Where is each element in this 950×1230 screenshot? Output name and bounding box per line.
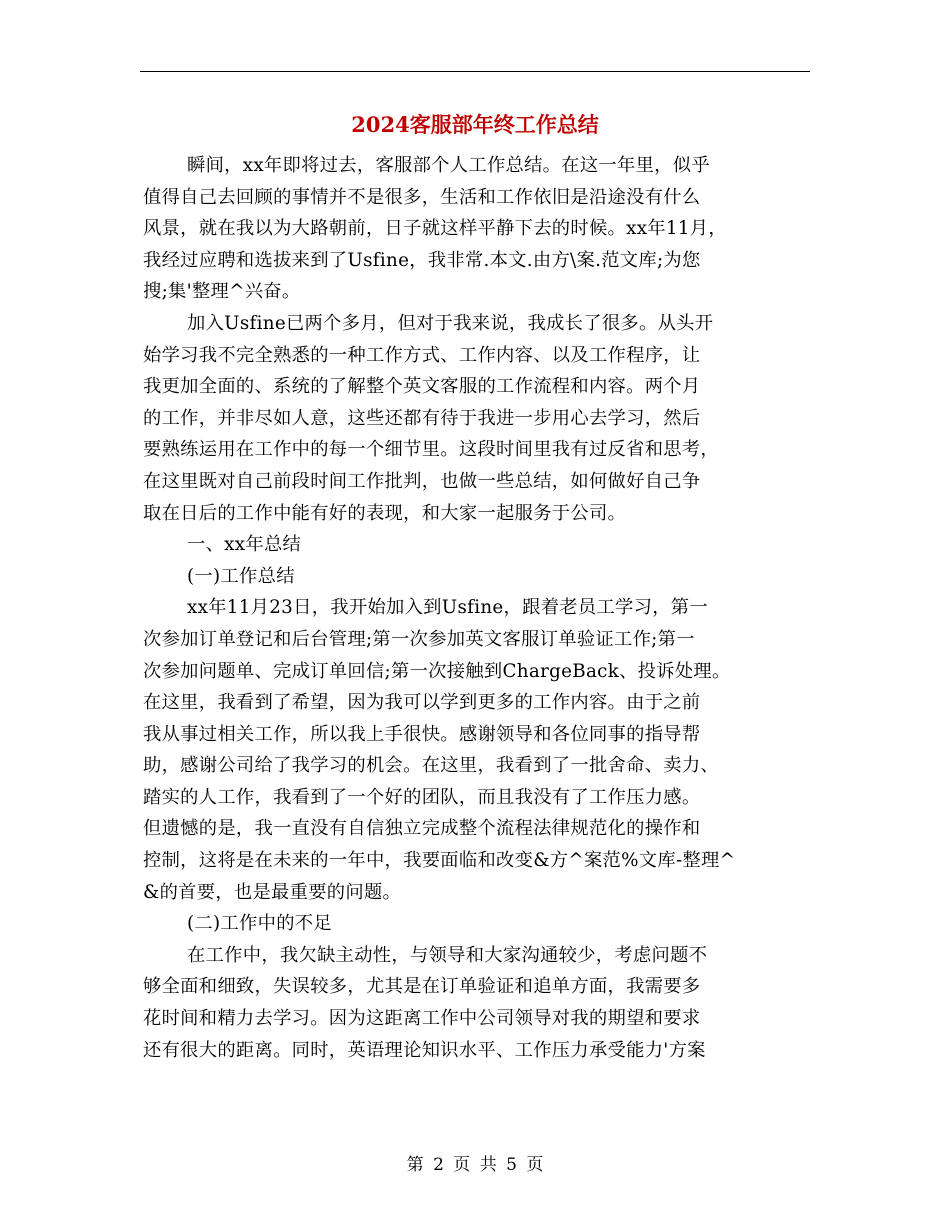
section-heading: 一、xx年总结 [187,534,302,556]
paragraph-line: 在这里，我看到了希望，因为我可以学到更多的工作内容。由于之前 [143,692,701,714]
paragraph-line: 在这里既对自己前段时间工作批判，也做一些总结，如何做好自己争 [143,470,701,492]
paragraph-line: 助，感谢公司给了我学习的机会。在这里，我看到了一批舍命、卖力、 [143,755,720,777]
paragraph-line: 花时间和精力去学习。因为这距离工作中公司领导对我的期望和要求 [143,1008,701,1030]
paragraph-line: 够全面和细致，失误较多，尤其是在订单验证和追单方面，我需要多 [143,976,701,998]
document-title: 2024客服部年终工作总结 [351,112,599,137]
page-number: 第 2 页 共 5 页 [406,1155,544,1175]
paragraph-line: 还有很大的距离。同时，英语理论知识水平、工作压力承受能力'方案 [143,1039,706,1061]
paragraph-line: 的工作，并非尽如人意，这些还都有待于我进一步用心去学习，然后 [143,407,701,429]
subsection-heading: (一)工作总结 [187,565,295,587]
paragraph-line: 在工作中，我欠缺主动性，与领导和大家沟通较少，考虑问题不 [187,944,708,966]
paragraph-line: 次参加问题单、完成订单回信;第一次接触到ChargeBack、投诉处理。 [143,660,731,682]
document-body [143,150,813,1066]
paragraph-line: 踏实的人工作，我看到了一个好的团队，而且我没有了工作压力感。 [143,786,701,808]
paragraph-line: 值得自己去回顾的事情并不是很多，生活和工作依旧是沿途没有什么 [143,186,701,208]
paragraph-line: 但遗憾的是，我一直没有自信独立完成整个流程法律规范化的操作和 [143,818,701,840]
paragraph-line: 我从事过相关工作，所以我上手很快。感谢领导和各位同事的指导帮 [143,723,701,745]
paragraph-line: &的首要，也是最重要的问题。 [143,881,402,903]
paragraph-line: 要熟练运用在工作中的每一个细节里。这段时间里我有过反省和思考， [143,439,720,461]
paragraph-line: 次参加订单登记和后台管理;第一次参加英文客服订单验证工作;第一 [143,628,695,650]
paragraph-line: 我更加全面的、系统的了解整个英文客服的工作流程和内容。两个月 [143,376,701,398]
paragraph-line: 取在日后的工作中能有好的表现，和大家一起服务于公司。 [143,502,627,524]
paragraph-line: 瞬间，xx年即将过去，客服部个人工作总结。在这一年里，似乎 [187,155,710,176]
paragraph-line: 搜;集'整理^兴奋。 [143,281,301,303]
paragraph-line: 我经过应聘和选拔来到了Usfine，我非常.本文.由方\案.范文库;为您 [143,249,701,271]
paragraph-line: 控制，这将是在未来的一年中，我要面临和改变&方^案范%文库-整理^ [143,850,736,872]
paragraph-line: 加入Usfine已两个多月，但对于我来说，我成长了很多。从头开 [187,312,714,334]
paragraph-line: xx年11月23日，我开始加入到Usfine，跟着老员工学习，第一 [187,597,708,619]
subsection-heading: (二)工作中的不足 [187,913,332,935]
paragraph-line: 始学习我不完全熟悉的一种工作方式、工作内容、以及工作程序，让 [143,344,701,366]
header-rule [140,71,810,72]
paragraph-line: 风景，就在我以为大路朝前，日子就这样平静下去的时候。xx年11月， [143,218,727,240]
